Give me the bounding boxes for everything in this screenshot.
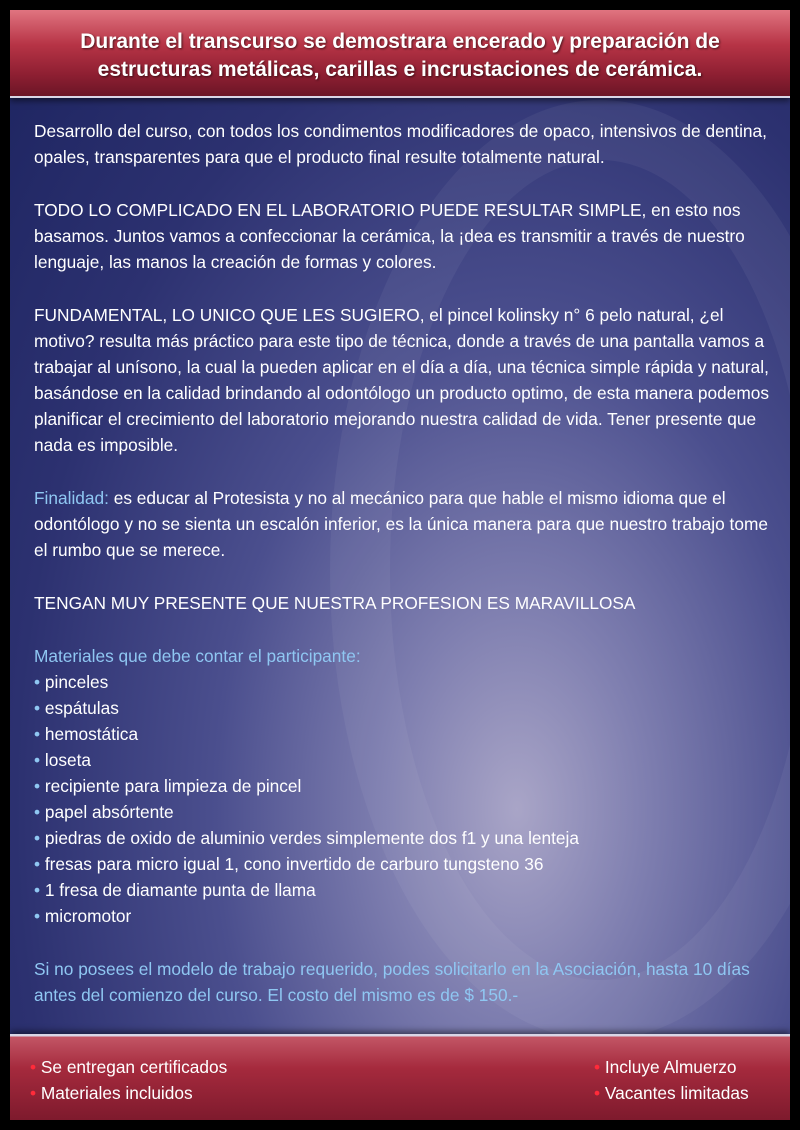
paragraph-development: Desarrollo del curso, con todos los condimentos modificadores de opaco, intensivos de dentina, opales, transparentes para que el producto final resulte totalmente natural. xyxy=(34,121,767,167)
footer-item xyxy=(594,1054,749,1080)
bullet-icon: • xyxy=(34,776,41,796)
material-label: 1 fresa de diamante punta de llama xyxy=(44,880,316,900)
bullet-icon: • xyxy=(34,698,41,718)
footer-left xyxy=(30,1054,227,1106)
footer-vacancies: Vacantes limitadas xyxy=(604,1083,749,1103)
footer-certificates: Se entregan certificados xyxy=(40,1057,228,1077)
materials-heading: Materiales que debe contar el participante: xyxy=(34,646,361,666)
header-banner xyxy=(10,10,790,98)
footer-banner xyxy=(10,1034,790,1120)
materials-list xyxy=(34,669,769,929)
material-label: loseta xyxy=(44,750,91,770)
footer-right xyxy=(594,1054,749,1106)
material-label: fresas para micro igual 1, cono invertido de carburo tungsteno 36 xyxy=(44,854,544,874)
material-label: micromotor xyxy=(44,906,132,926)
bullet-icon: • xyxy=(30,1083,37,1103)
paragraph-finalidad xyxy=(34,485,769,563)
course-description xyxy=(34,118,769,1035)
list-item xyxy=(34,903,769,929)
bullet-icon: • xyxy=(594,1083,601,1103)
paragraph-simple: TODO LO COMPLICADO EN EL LABORATORIO PUEDE RESULTAR SIMPLE, en esto nos basamos. Juntos vamos a confeccionar la cerámica, la ¡dea es transmitir a través de nuestro lenguaje, las manos la creación de formas y colores. xyxy=(34,200,745,272)
footer-item xyxy=(30,1054,227,1080)
bullet-icon: • xyxy=(34,906,41,926)
material-label: espátulas xyxy=(44,698,119,718)
paragraph-fundamental: FUNDAMENTAL, LO UNICO QUE LES SUGIERO, el pincel kolinsky n° 6 pelo natural, ¿el motivo? resulta más práctico para este tipo de técnica, donde a través de una pantalla vamos a trabajar al unísono, la cual la pueden aplicar en el día a día, una técnica simple rápida y natural, basándose en la calidad brindando al odontólogo un producto optimo, de esta manera podemos planificar el crecimiento del laboratorio mejorando nuestra calidad de vida. Tener presente que nada es imposible. xyxy=(34,305,769,455)
bullet-icon: • xyxy=(34,672,41,692)
closing-note: Si no posees el modelo de trabajo requerido, podes solicitarlo en la Asociación, hasta 10 días antes del comienzo del curso. El costo del mismo es de $ 150.- xyxy=(34,959,750,1005)
list-item xyxy=(34,851,769,877)
bullet-icon: • xyxy=(30,1057,37,1077)
header-line-1: Durante el transcurso se demostrara encerado y preparación de xyxy=(80,30,720,53)
material-label: piedras de oxido de aluminio verdes simplemente dos f1 y una lenteja xyxy=(44,828,579,848)
footer-materials: Materiales incluidos xyxy=(40,1083,193,1103)
footer-lunch: Incluye Almuerzo xyxy=(604,1057,737,1077)
flyer xyxy=(10,10,790,1120)
paragraph-profession: TENGAN MUY PRESENTE QUE NUESTRA PROFESION ES MARAVILLOSA xyxy=(34,593,636,613)
header-line-2: estructuras metálicas, carillas e incrustaciones de cerámica. xyxy=(97,58,703,81)
footer-item xyxy=(30,1080,227,1106)
material-label: papel absórtente xyxy=(44,802,174,822)
footer-item xyxy=(594,1080,749,1106)
finalidad-text: es educar al Protesista y no al mecánico para que hable el mismo idioma que el odontólogo y no se sienta un escalón inferior, es la única manera para que nuestro trabajo tome el rumbo que se merece. xyxy=(34,488,768,560)
material-label: recipiente para limpieza de pincel xyxy=(44,776,302,796)
header-title xyxy=(30,28,770,84)
finalidad-label: Finalidad: xyxy=(34,488,109,508)
bullet-icon: • xyxy=(34,880,41,900)
bullet-icon: • xyxy=(34,828,41,848)
bullet-icon: • xyxy=(34,854,41,874)
bullet-icon: • xyxy=(34,724,41,744)
bullet-icon: • xyxy=(594,1057,601,1077)
material-label: pinceles xyxy=(44,672,109,692)
material-label: hemostática xyxy=(44,724,139,744)
list-item xyxy=(34,721,769,747)
list-item xyxy=(34,669,769,695)
list-item xyxy=(34,799,769,825)
list-item xyxy=(34,773,769,799)
list-item xyxy=(34,877,769,903)
list-item xyxy=(34,747,769,773)
list-item xyxy=(34,695,769,721)
bullet-icon: • xyxy=(34,750,41,770)
bullet-icon: • xyxy=(34,802,41,822)
list-item xyxy=(34,825,769,851)
